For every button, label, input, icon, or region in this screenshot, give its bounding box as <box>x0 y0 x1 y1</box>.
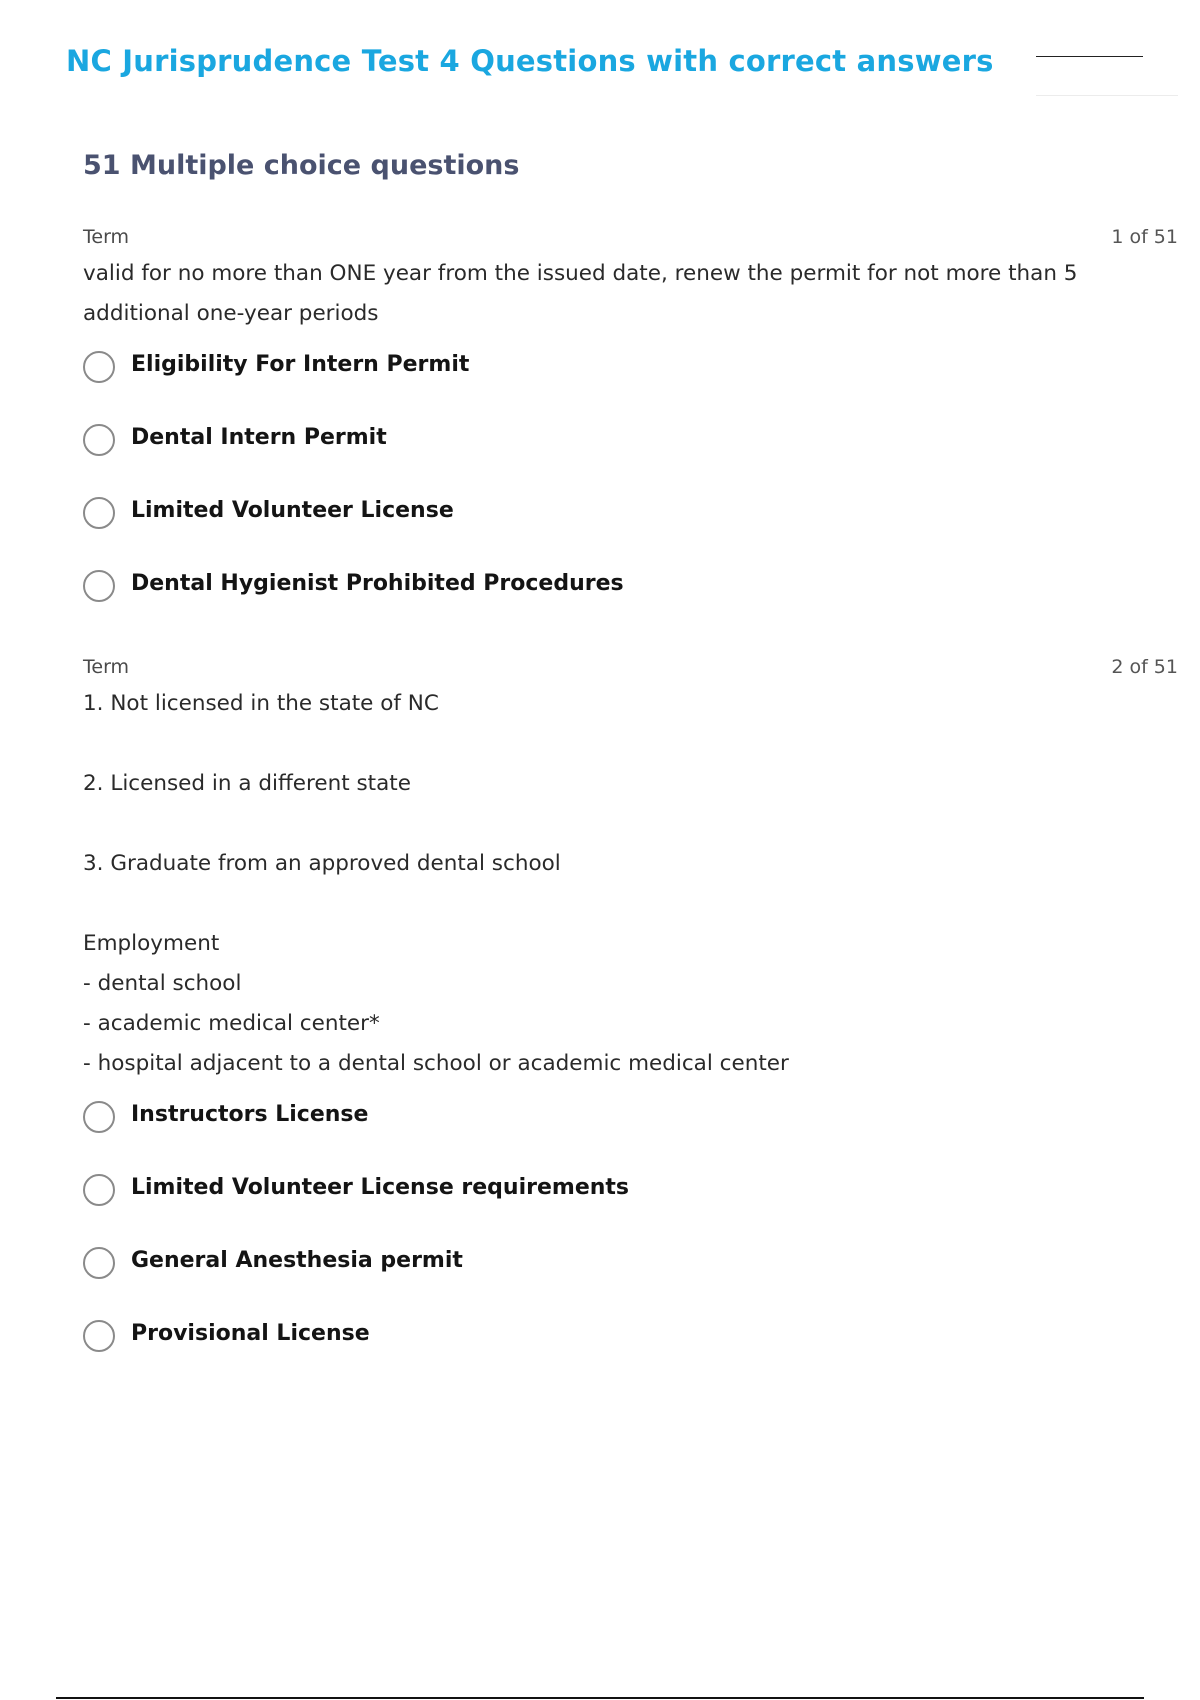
question-prompt: valid for no more than ONE year from the issued date, renew the permit for not more than 5 additional one-year periods <box>83 261 1078 326</box>
answer-option[interactable] <box>83 421 1178 494</box>
question-prompt-line <box>83 804 1178 844</box>
question-header <box>83 656 1178 684</box>
answer-option-label[interactable]: Limited Volunteer License requirements <box>131 1175 630 1200</box>
question-1 <box>83 226 1178 640</box>
term-label: Term <box>83 656 130 678</box>
answer-option-label[interactable]: General Anesthesia permit <box>131 1248 463 1273</box>
answer-option[interactable] <box>83 1317 1178 1390</box>
answer-option-label[interactable]: Eligibility For Intern Permit <box>131 352 470 377</box>
question-prompt-line: 3. Graduate from an approved dental school <box>83 851 561 876</box>
answer-option-label[interactable]: Provisional License <box>131 1321 370 1346</box>
question-prompt-line: - dental school <box>83 971 242 996</box>
header-faint-divider <box>1036 95 1178 96</box>
question-prompt-line: Employment <box>83 931 220 956</box>
question-counter: 2 of 51 <box>1111 656 1178 678</box>
radio-button-icon[interactable] <box>83 570 115 602</box>
radio-button-icon[interactable] <box>83 424 115 456</box>
answer-option[interactable] <box>83 567 1178 640</box>
radio-button-icon[interactable] <box>83 1101 115 1133</box>
radio-button-icon[interactable] <box>83 1247 115 1279</box>
question-prompt-line: - academic medical center* <box>83 1011 380 1036</box>
answer-option[interactable] <box>83 494 1178 567</box>
answer-option-label[interactable]: Limited Volunteer License <box>131 498 454 523</box>
radio-button-icon[interactable] <box>83 351 115 383</box>
document-title: NC Jurisprudence Test 4 Questions with correct answers <box>66 44 994 78</box>
answer-option[interactable] <box>83 1098 1178 1171</box>
question-2 <box>83 656 1178 1390</box>
answer-option[interactable] <box>83 1244 1178 1317</box>
question-counter: 1 of 51 <box>1111 226 1178 248</box>
answer-options <box>83 1098 1178 1390</box>
question-prompt-line <box>83 724 1178 764</box>
radio-button-icon[interactable] <box>83 1174 115 1206</box>
footer-divider <box>56 1697 1144 1699</box>
term-label: Term <box>83 226 130 248</box>
question-header <box>83 226 1178 254</box>
question-prompt-line <box>83 884 1178 924</box>
question-prompt-line: - hospital adjacent to a dental school or academic medical center <box>83 1051 789 1076</box>
answer-option-label[interactable]: Instructors License <box>131 1102 369 1127</box>
answer-option[interactable] <box>83 348 1178 421</box>
answer-option[interactable] <box>83 1171 1178 1244</box>
question-prompt-line: 2. Licensed in a different state <box>83 771 411 796</box>
section-heading: 51 Multiple choice questions <box>83 150 520 181</box>
radio-button-icon[interactable] <box>83 1320 115 1352</box>
radio-button-icon[interactable] <box>83 497 115 529</box>
answer-option-label[interactable]: Dental Intern Permit <box>131 425 387 450</box>
question-prompt-line: 1. Not licensed in the state of NC <box>83 691 439 716</box>
answer-option-label[interactable]: Dental Hygienist Prohibited Procedures <box>131 571 624 596</box>
answer-options <box>83 348 1178 640</box>
header-divider <box>1036 56 1143 57</box>
